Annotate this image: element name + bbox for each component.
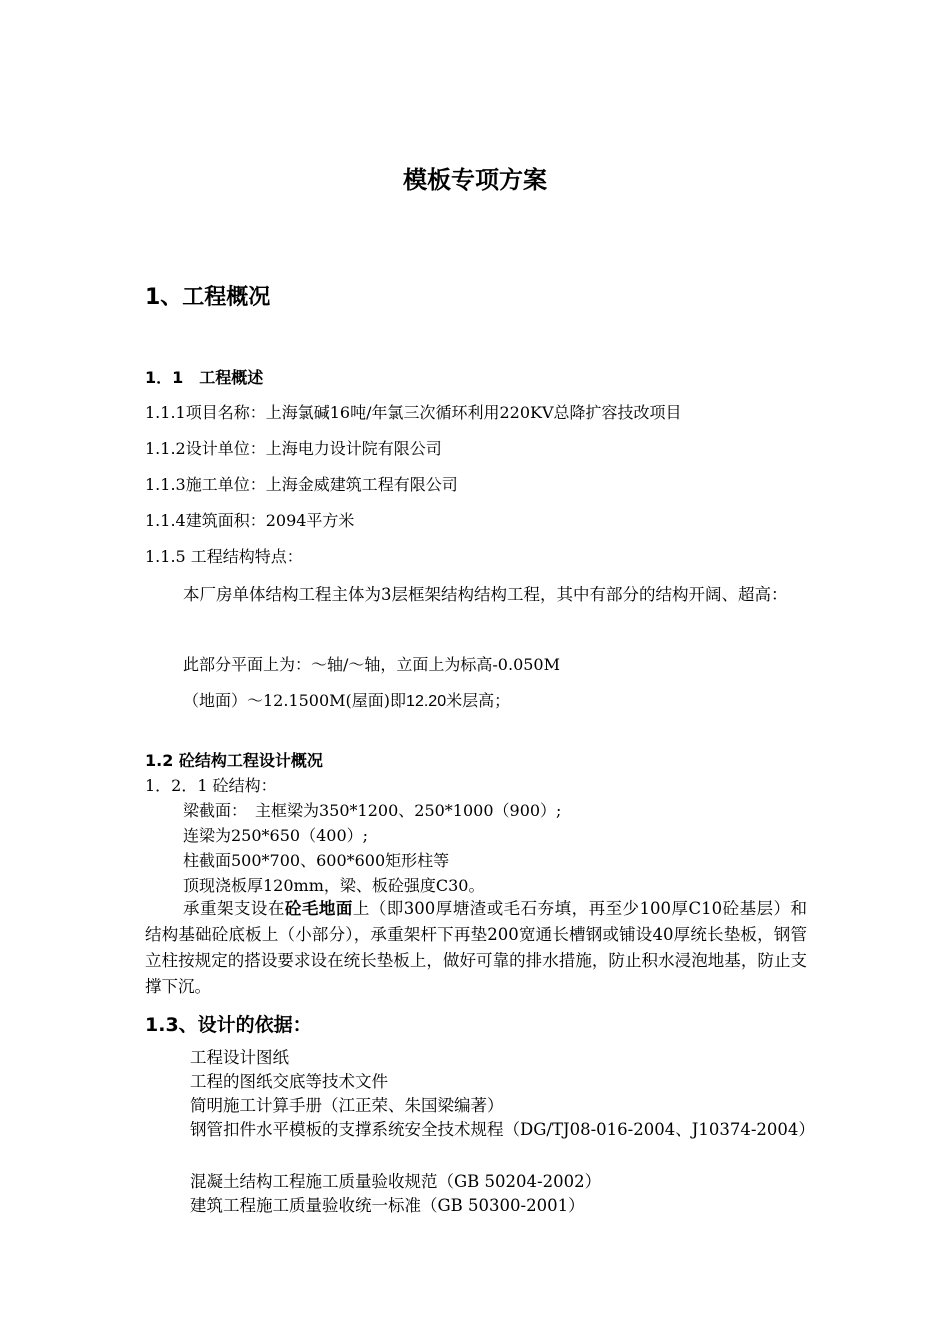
reference-item: 混凝土结构工程施工质量验收规范（GB 50204-2002） [190,1172,602,1191]
document-title: 模板专项方案 [403,166,547,194]
beam-section-line: 梁截面： 主框梁为350*1200、250*1000（900）; [183,801,562,820]
reference-item: 钢管扣件水平模板的支撑系统安全技术规程（DG/TJ08-016-2004、J10374-2004） [190,1120,815,1139]
subsection-heading-1-1: 1．1 工程概述 [145,368,264,387]
reference-item: 工程设计图纸 [190,1048,289,1067]
item-project-name: 1.1.1项目名称：上海氯碱16吨/年氯三次循环利用220KV总降扩容技改项目 [145,403,682,422]
item-design-unit: 1.1.2设计单位：上海电力设计院有限公司 [145,439,442,458]
concrete-structure-intro: 1．2．1 砼结构： [145,776,277,795]
slab-thickness-line: 顶现浇板厚120mm，梁、板砼强度C30。 [183,876,485,895]
subsection-heading-1-2: 1.2 砼结构工程设计概况 [145,751,323,770]
reference-item: 简明施工计算手册（江正荣、朱国梁编著） [190,1096,504,1115]
paragraph-plan-axis: 此部分平面上为：～轴/～轴，立面上为标高-0.050M [183,655,560,674]
item-structure-features: 1.1.5 工程结构特点： [145,547,303,566]
subsection-heading-1-3: 1.3、设计的依据： [145,1014,312,1036]
paragraph-elevation: （地面）～12.1500M(屋面)即12.20米层高； [183,691,511,710]
section-heading-overview: 1、工程概况 [145,285,271,310]
coupling-beam-line: 连梁为250*650（400）; [183,826,369,845]
reference-item: 工程的图纸交底等技术文件 [190,1072,388,1091]
paragraph-structure-description: 本厂房单体结构工程主体为3层框架结构结构工程，其中有部分的结构开阔、超高： [183,585,788,604]
reference-item: 建筑工程施工质量验收统一标准（GB 50300-2001） [190,1196,585,1215]
column-section-line: 柱截面500*700、600*600矩形柱等 [183,851,450,870]
item-building-area: 1.1.4建筑面积：2094平方米 [145,511,355,530]
item-construction-unit: 1.1.3施工单位：上海金威建筑工程有限公司 [145,475,458,494]
paragraph-support-frame: 承重架支设在砼毛地面上（即300厚塘渣或毛石夯填，再至少100厚C10砼基层）和结构基础砼底板上（小部分），承重架杆下再垫200宽通长槽钢或铺设40厚统长垫板，钢管立柱按规定的搭设要求设在统长垫板上，做好可靠的排水措施，防止积水浸泡地基，防止支撑下沉。 [145,899,808,996]
